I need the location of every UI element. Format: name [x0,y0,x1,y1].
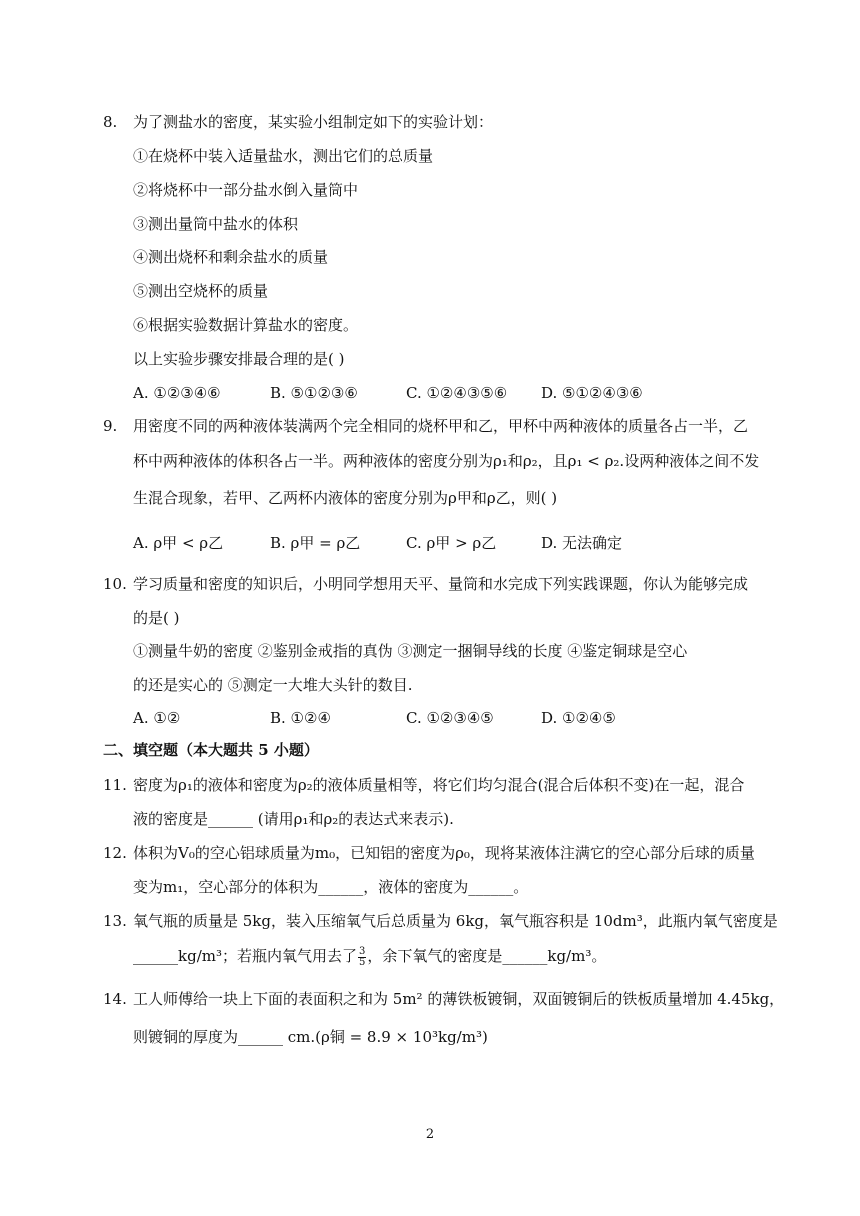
fraction-numerator: 3 [358,945,366,957]
question-8-option-b: B. ⑤①②③⑥ [270,384,358,402]
question-10-option-d: D. ①②④⑤ [541,709,616,727]
question-13-line-2-part-a: ______kg/m³；若瓶内氧气用去了 [133,947,357,965]
question-9-line-1: 用密度不同的两种液体装满两个完全相同的烧杯甲和乙，甲杯中两种液体的质量各占一半，乙 [133,417,749,435]
question-8-question: 以上实验步骤安排最合理的是( ) [133,350,345,368]
question-8-step-3: ③测出量筒中盐水的体积 [133,215,299,233]
question-9-option-c: C. ρ甲 > ρ乙 [406,534,497,552]
question-10-number: 10. [103,575,127,593]
question-10-line-4: 的还是实心的 ⑤测定一大堆大头针的数目. [133,676,413,694]
question-10-option-b: B. ①②④ [270,709,331,727]
question-11-line-2: 液的密度是______ (请用ρ₁和ρ₂的表达式来表示). [133,810,454,828]
question-11-line-1: 密度为ρ₁的液体和密度为ρ₂的液体质量相等，将它们均匀混合(混合后体积不变)在一起，混合 [133,776,745,794]
question-10-line-3: ①测量牛奶的密度 ②鉴别金戒指的真伪 ③测定一捆铜导线的长度 ④鉴定铜球是空心 [133,642,688,660]
question-13-line-2 [133,946,606,968]
question-8-option-c: C. ①②④③⑤⑥ [406,384,508,402]
question-12-line-2: 变为m₁，空心部分的体积为______，液体的密度为______。 [133,878,529,896]
question-10-line-2: 的是( ) [133,609,180,627]
fraction-denominator: 5 [358,956,366,968]
question-8-number: 8. [103,113,118,131]
question-9-option-d: D. 无法确定 [541,534,623,552]
question-10-option-c: C. ①②③④⑤ [406,709,494,727]
question-9-number: 9. [103,417,118,435]
question-8-step-5: ⑤测出空烧杯的质量 [133,282,269,300]
question-12-number: 12. [103,844,127,862]
question-8-option-d: D. ⑤①②④③⑥ [541,384,643,402]
question-8-option-a: A. ①②③④⑥ [133,384,221,402]
question-14-number: 14. [103,990,127,1008]
question-14-line-2: 则镀铜的厚度为______ cm.(ρ铜 = 8.9 × 10³kg/m³) [133,1028,488,1046]
question-8-step-6: ⑥根据实验数据计算盐水的密度。 [133,316,359,334]
question-10-line-1: 学习质量和密度的知识后，小明同学想用天平、量筒和水完成下列实践课题，你认为能够完成 [133,575,749,593]
fraction-three-fifths [358,947,366,968]
section-2-heading: 二、填空题（本大题共 5 小题） [103,741,319,759]
question-13-line-1: 氧气瓶的质量是 5kg，装入压缩氧气后总质量为 6kg，氧气瓶容积是 10dm³，此瓶内氧气密度是 [133,912,778,930]
question-8-step-4: ④测出烧杯和剩余盐水的质量 [133,248,329,266]
question-14-line-1: 工人师傅给一块上下面的表面积之和为 5m² 的薄铁板镀铜，双面镀铜后的铁板质量增加 4.45kg， [133,990,785,1008]
question-9-option-a: A. ρ甲 < ρ乙 [133,534,224,552]
question-11-number: 11. [103,776,127,794]
question-8-stem: 为了测盐水的密度，某实验小组制定如下的实验计划： [133,113,494,131]
question-13-number: 13. [103,912,127,930]
question-9-option-b: B. ρ甲 = ρ乙 [270,534,361,552]
question-10-option-a: A. ①② [133,709,181,727]
question-8-step-1: ①在烧杯中装入适量盐水，测出它们的总质量 [133,147,434,165]
question-8-step-2: ②将烧杯中一部分盐水倒入量筒中 [133,181,359,199]
question-9-line-2: 杯中两种液体的体积各占一半。两种液体的密度分别为ρ₁和ρ₂，且ρ₁ < ρ₂.设两种液体之间不发 [133,452,760,470]
question-13-line-2-part-b: ，余下氧气的密度是______kg/m³。 [367,947,607,965]
question-12-line-1: 体积为V₀的空心铝球质量为m₀，已知铝的密度为ρ₀，现将某液体注满它的空心部分后球的质量 [133,844,755,862]
question-9-line-3: 生混合现象，若甲、乙两杯内液体的密度分别为ρ甲和ρ乙，则( ) [133,489,558,507]
page-number: 2 [425,1127,435,1142]
